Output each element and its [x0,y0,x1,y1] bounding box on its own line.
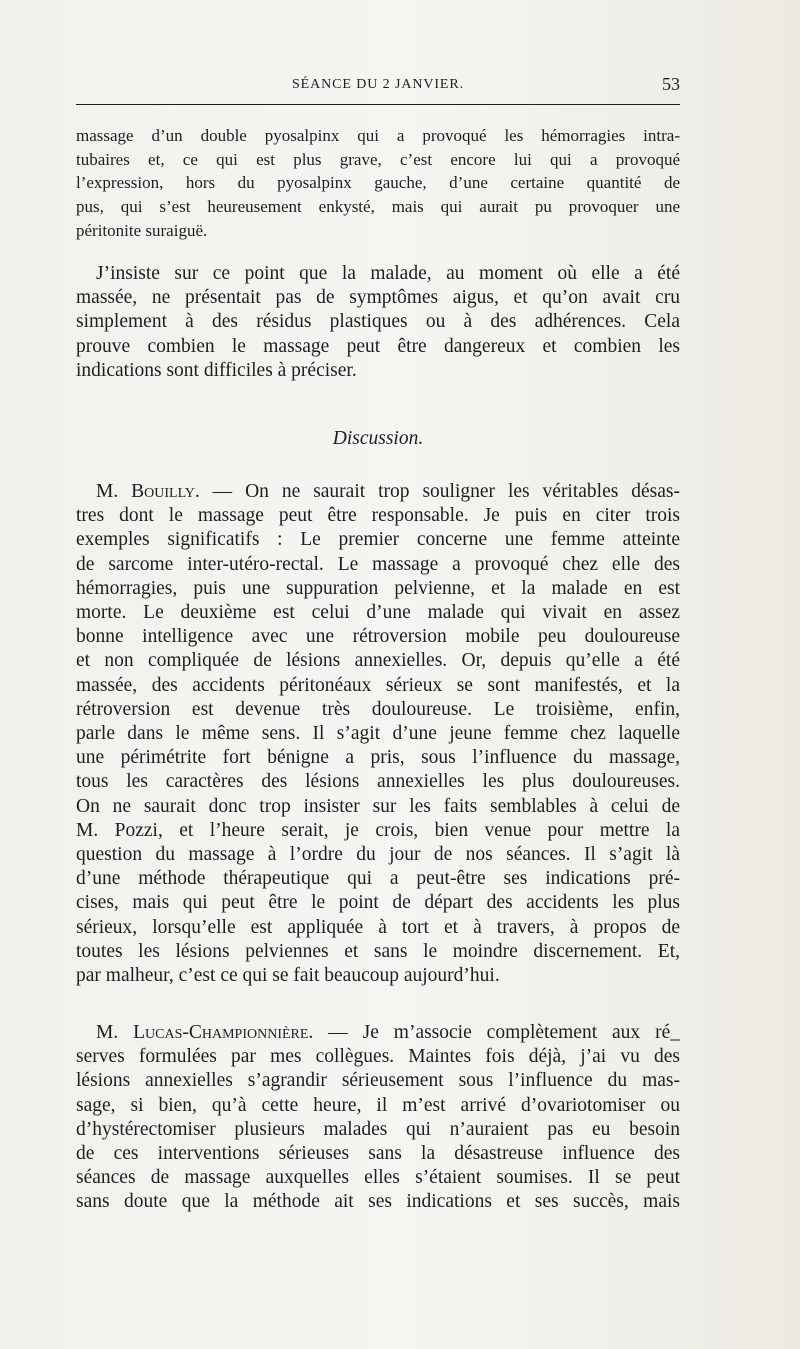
paragraph-2 [76,262,680,383]
text-line: bonne intelligence avec une rétroversion mobile peu douloureuse [76,626,680,648]
text-line: d’une méthode thérapeutique qui a peut-être ses indications pré- [76,868,680,890]
speaker-name: M. Bouilly. [96,481,200,502]
text-line: toutes les lésions pelviennes et sans le moindre discernement. Et, [76,940,680,962]
text-line: tubaires et, ce qui est plus grave, c’est encore lui qui a provoqué [76,149,680,169]
text-line: exemples significatifs : Le premier concerne une femme atteinte [76,529,680,551]
paragraph-bouilly [76,480,680,988]
text-line: sans doute que la méthode ait ses indications et ses succès, mais [76,1191,680,1213]
paragraph-lucas-championniere [76,1021,680,1215]
speaker-name: M. Lucas-Championnière. [96,1022,314,1043]
first-line-text: — On ne saurait trop souligner les véritables désas- [199,481,680,502]
text-line: séances de massage auxquelles elles s’étaient soumises. Il se peut [76,1167,680,1189]
text-line: de ces interventions sérieuses sans la désastreuse influence des [76,1143,680,1165]
text-line: tous les caractères des lésions annexielles les plus douloureuses. [76,771,680,793]
text-line: indications sont difficiles à préciser. [76,359,357,381]
text-line [76,1021,680,1045]
text-line: question du massage à l’ordre du jour de nos séances. Il s’agit là [76,844,680,866]
text-line: cises, mais qui peut être le point de départ des accidents les plus [76,892,680,914]
text-line: massée, ne présentait pas de symptômes aigus, et qu’on avait cru [76,287,680,309]
text-line: sage, si bien, qu’à cette heure, il m’est arrivé d’ovariotomiser ou [76,1094,680,1116]
text-line: simplement à des résidus plastiques ou à des adhérences. Cela [76,311,680,333]
text-line: parle dans le même sens. Il s’agit d’une jeune femme chez laquelle [76,723,680,745]
text-line: lésions annexielles s’agrandir sérieusement sous l’influence du mas- [76,1070,680,1092]
text-line: une périmétrite fort bénigne a pris, sous l’influence du massage, [76,747,680,769]
text-line: massée, des accidents péritonéaux sérieux se sont manifestés, et la [76,674,680,696]
page-number: 53 [662,74,680,94]
discussion-heading: Discussion. [332,428,424,449]
first-line-text: — Je m’associe complètement aux ré_ [313,1022,680,1043]
text-line: morte. Le deuxième est celui d’une malade qui vivait en assez [76,602,680,624]
text-line: rétroversion est devenue très douloureuse. Le troisième, enfin, [76,698,680,720]
text-line: et non compliquée de lésions annexielles. Or, depuis qu’elle a été [76,650,680,672]
text-line: d’hystérectomiser plusieurs malades qui n’auraient pas eu besoin [76,1118,680,1140]
text-line: péritonite suraiguë. [76,220,208,240]
text-line: sérieux, lorsqu’elle est appliquée à tort et à travers, à propos de [76,916,680,938]
text-line: pus, qui s’est heureusement enkysté, mais qui aurait pu provoquer une [76,197,680,217]
text-line: tres dont le massage peut être responsable. Je puis en citer trois [76,505,680,527]
page-header [76,74,680,96]
paragraph-1 [76,124,680,243]
text-line: On ne saurait donc trop insister sur les faits semblables à celui de [76,795,680,817]
text-line: de sarcome inter-utéro-rectal. Le massage a provoqué chez elle des [76,553,680,575]
text-line: l’expression, hors du pyosalpinx gauche, d’une certaine quantité de [76,173,680,193]
text-line: M. Pozzi, et l’heure serait, je crois, bien venue pour mettre la [76,819,680,841]
text-line: J’insiste sur ce point que la malade, au moment où elle a été [96,263,680,284]
text-line: hémorragies, puis une suppuration pelvienne, et la malade en est [76,577,680,599]
running-head: SÉANCE DU 2 JANVIER. [292,77,464,92]
text-line: massage d’un double pyosalpinx qui a provoqué les hémorragies intra- [76,126,680,145]
text-line: par malheur, c’est ce qui se fait beaucoup aujourd’hui. [76,965,500,987]
text-line: prouve combien le massage peut être dangereux et combien les [76,335,680,357]
text-line: serves formulées par mes collègues. Maintes fois déjà, j’ai vu des [76,1046,680,1068]
text-line [76,480,680,504]
header-rule [76,104,680,105]
